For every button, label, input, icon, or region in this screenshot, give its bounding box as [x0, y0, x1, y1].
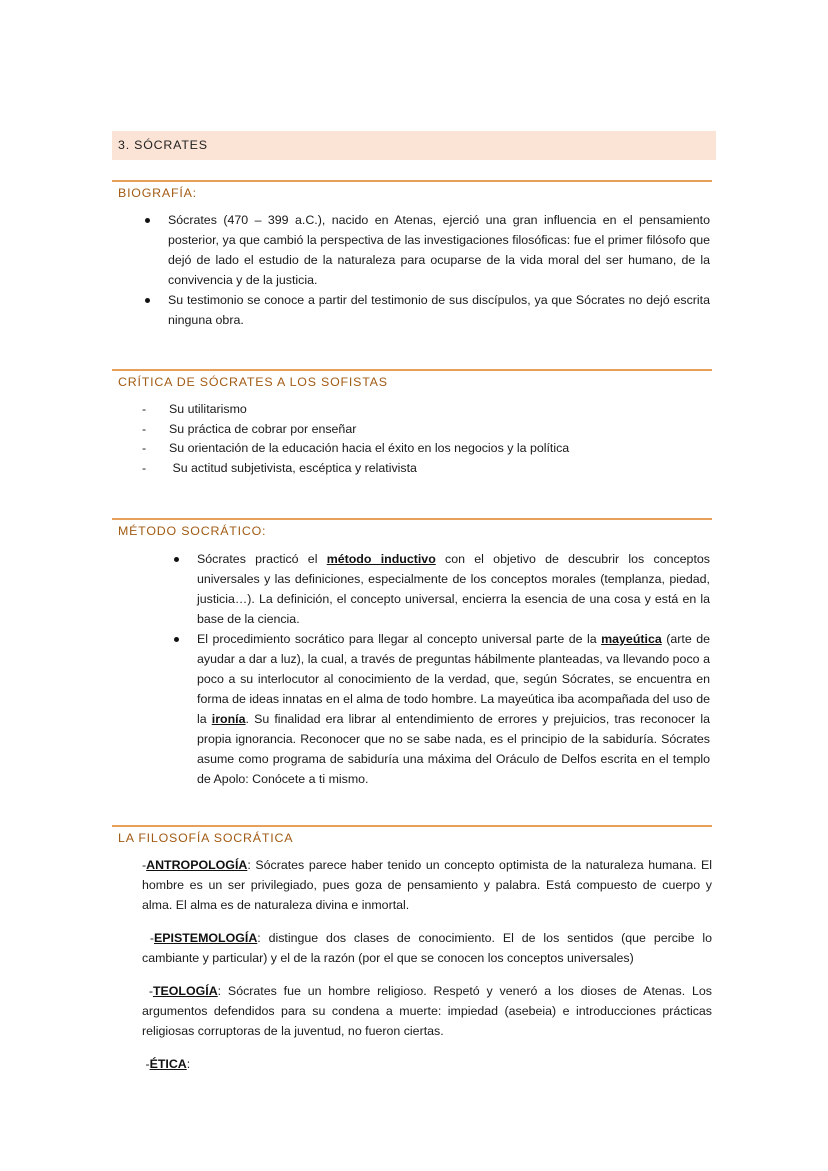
text-run: : distingue dos clases de conocimiento. El de los sentidos (que percibe lo cambiante y particular) y el de la razón (por el que se conocen los conceptos universales): [142, 931, 712, 965]
section-title-biografia: BIOGRAFÍA:: [118, 186, 197, 200]
list-item: [168, 290, 710, 330]
term-teologia: TEOLOGÍA: [152, 984, 218, 998]
text-run: -: [142, 931, 154, 945]
biografia-list: [168, 210, 710, 330]
list-item-text: Su actitud subjetivista, escéptica y relativista: [169, 460, 417, 475]
critica-list: [142, 400, 569, 478]
list-item-text: Su testimonio se conoce a partir del testimonio de sus discípulos, ya que Sócrates no dejó escrita ninguna obra.: [168, 293, 710, 327]
list-item-text: Sócrates (470 – 399 a.C.), nacido en Atenas, ejerció una gran influencia en el pensamiento posterior, ya que cambió la perspectiva de las investigaciones filosóficas: fue el primer filósofo que dejó de lado el estudio de la naturaleza para ocuparse de la vida moral del ser humano, de la convivencia y de la justicia.: [168, 213, 710, 287]
text-run: -: [142, 1057, 150, 1071]
term-etica: ÉTICA: [149, 1057, 187, 1071]
section-divider: [112, 825, 712, 827]
text-run: Sócrates practicó el: [197, 552, 327, 566]
list-item-text: Su utilitarismo: [169, 402, 247, 416]
term-epistemologia: EPISTEMOLOGÍA: [154, 931, 258, 945]
term-metodo-inductivo: método inductivo: [326, 552, 436, 566]
bullet-icon: [174, 557, 179, 562]
paragraph-teologia: [142, 981, 712, 1041]
dash-icon: -: [142, 402, 147, 416]
list-item: [142, 400, 569, 420]
paragraph-epistemologia: [142, 928, 712, 968]
bullet-icon: [174, 637, 179, 642]
term-ironia: ironía: [211, 712, 246, 726]
dash-icon: -: [142, 460, 147, 475]
section-title-filosofia: LA FILOSOFÍA SOCRÁTICA: [118, 831, 294, 845]
text-run: con el objetivo de descubrir los conceptos universales y las definiciones, especialmente de los conceptos morales (templanza, piedad, justicia…). La definición, el concepto universal, encierra la esencia de una cosa y está en la base de la ciencia.: [197, 552, 710, 626]
list-item-text: Su práctica de cobrar por enseñar: [169, 421, 357, 436]
term-mayeutica: mayeútica: [601, 632, 662, 646]
list-item: [142, 459, 569, 479]
list-item: [197, 629, 710, 789]
section-divider: [112, 518, 712, 520]
bullet-icon: [145, 218, 150, 223]
text-run: El procedimiento socrático para llegar al concepto universal parte de la: [197, 632, 602, 646]
bullet-icon: [145, 298, 150, 303]
section-title-metodo: MÉTODO SOCRÁTICO:: [118, 524, 267, 538]
text-run: . Su finalidad era librar al entendimiento de errores y prejuicios, tras reconocer la propia ignorancia. Reconocer que no se sabe nada, es el principio de la sabiduría. Sócrates asume como programa de sabiduría una máxima del Oráculo de Delfos escrita en el templo de Apolo: Conócete a ti mismo.: [197, 712, 710, 786]
list-item: [142, 420, 569, 440]
page-title: 3. SÓCRATES: [112, 131, 716, 160]
list-item: [142, 439, 569, 459]
paragraph-antropologia: [142, 855, 712, 915]
dash-icon: -: [142, 421, 147, 436]
text-run: (arte de ayudar a dar a luz), la cual, a través de preguntas hábilmente planteadas, va llevando poco a poco a su interlocutor al conocimiento de la verdad, que, según Sócrates, se encuentra en forma de ideas innatas en el alma de todo hombre. La mayeútica iba acompañada del uso de la: [197, 632, 710, 726]
dash-icon: -: [142, 441, 147, 456]
term-antropologia: ANTROPOLOGÍA: [146, 858, 248, 872]
metodo-list: [197, 549, 710, 789]
section-title-critica: CRÍTICA DE SÓCRATES A LOS SOFISTAS: [118, 375, 388, 389]
paragraph-etica: [142, 1054, 712, 1074]
list-item-text: Su orientación de la educación hacia el éxito en los negocios y la política: [169, 441, 570, 456]
section-divider: [112, 369, 712, 371]
text-run: :: [186, 1057, 191, 1071]
list-item: [168, 210, 710, 290]
text-run: -: [142, 858, 147, 872]
text-run: : Sócrates parece haber tenido un concepto optimista de la naturaleza humana. El hombre es un ser privilegiado, pues goza de pensamiento y palabra. Está compuesto de cuerpo y alma. El alma es de naturaleza divina e inmortal.: [142, 858, 712, 912]
section-divider: [112, 180, 712, 182]
text-run: -: [142, 984, 153, 998]
list-item: [197, 549, 710, 629]
text-run: : Sócrates fue un hombre religioso. Respetó y veneró a los dioses de Atenas. Los argumentos defendidos para su condena a muerte: impiedad (asebeia) e introducciones prácticas religiosas corruptoras de la juventud, no fueron ciertas.: [142, 984, 712, 1038]
